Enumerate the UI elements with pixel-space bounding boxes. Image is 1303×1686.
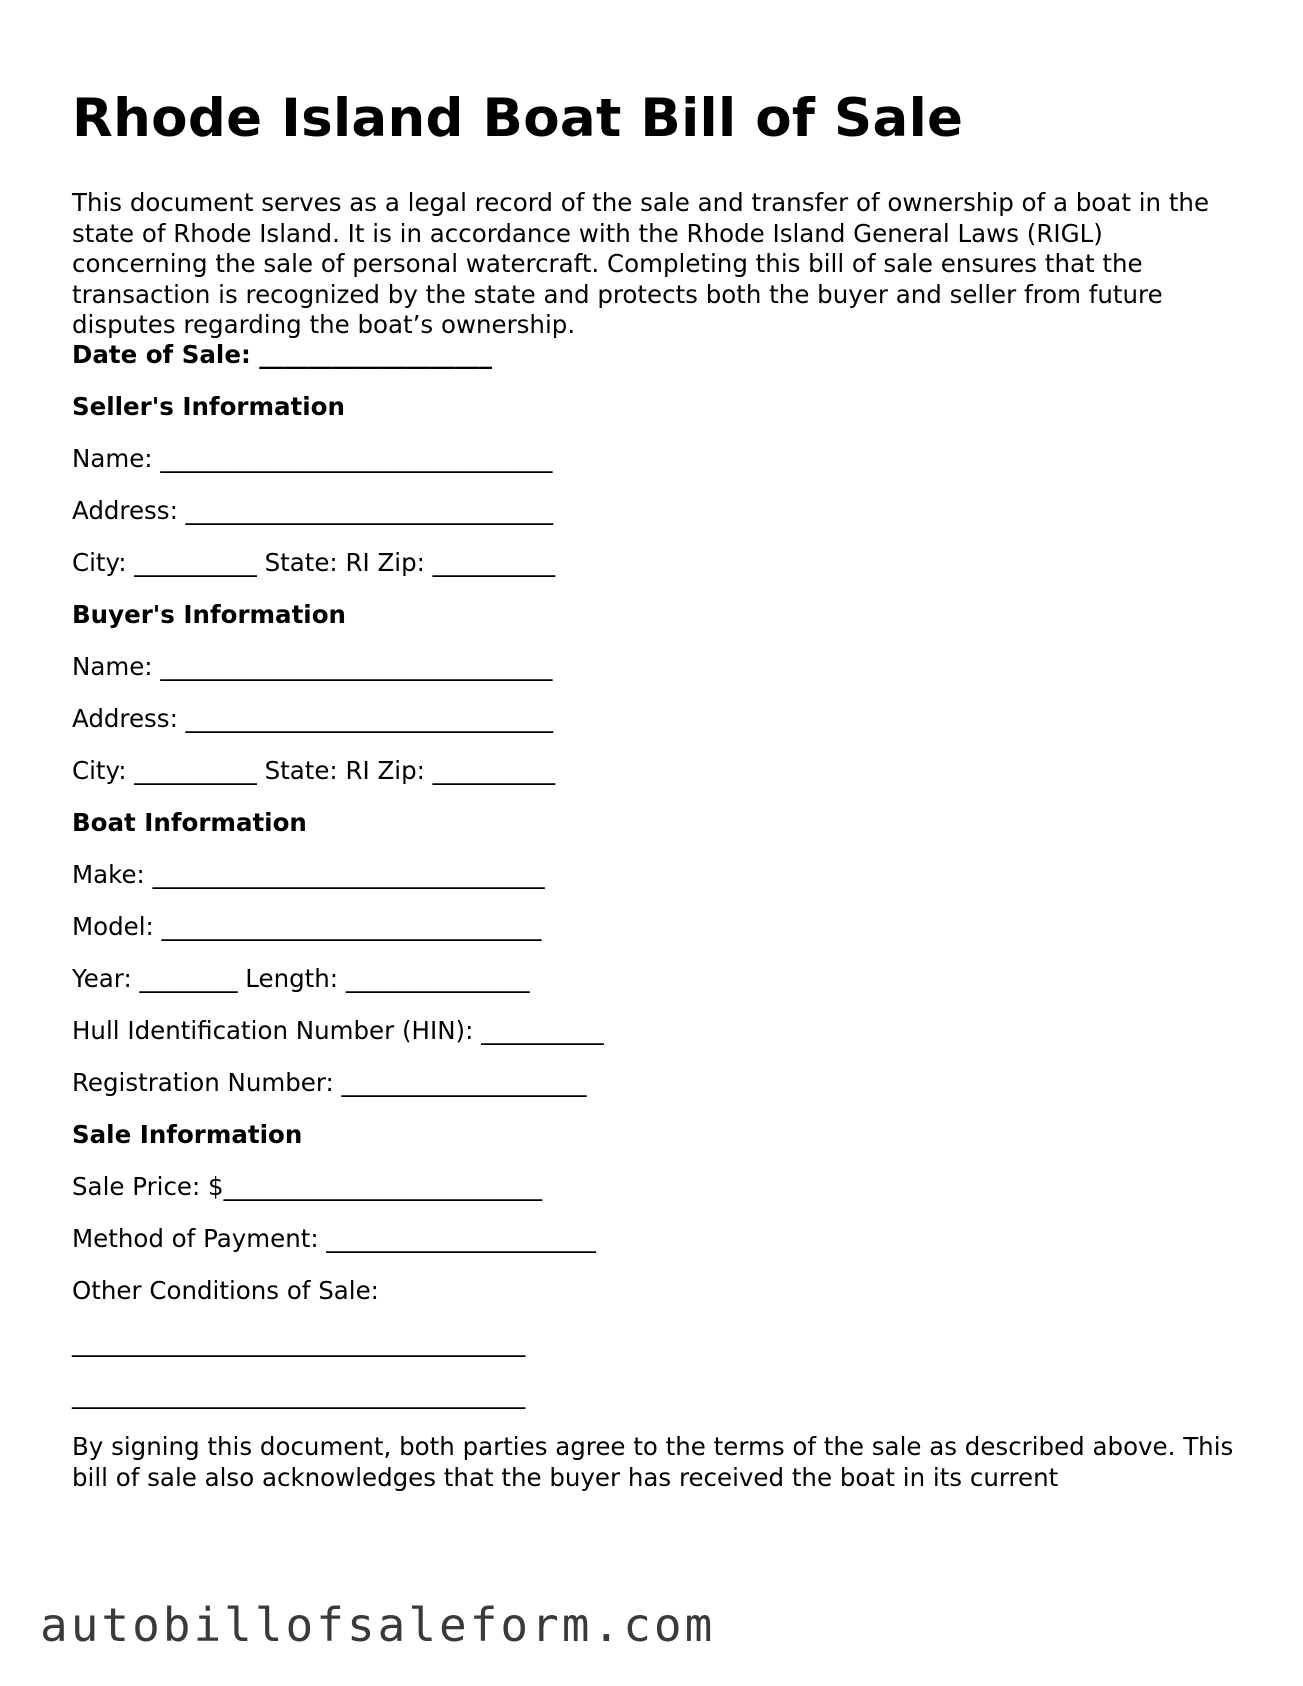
buyer-name-field: Name: ________________________________ — [72, 652, 553, 681]
boat-registration-field: Registration Number: ____________________ — [72, 1068, 587, 1097]
seller-name-field: Name: ________________________________ — [72, 444, 553, 473]
boat-model-field: Model: _______________________________ — [72, 912, 542, 941]
payment-method-field: Method of Payment: ______________________ — [72, 1224, 596, 1253]
seller-address-field: Address: ______________________________ — [72, 496, 554, 525]
seller-city-state-zip-field: City: __________ State: RI Zip: __________ — [72, 548, 556, 577]
other-conditions-line-2: _____________________________________ — [72, 1380, 526, 1409]
other-conditions-label: Other Conditions of Sale: — [72, 1276, 379, 1305]
buyer-address-field: Address: ______________________________ — [72, 704, 554, 733]
document-title: Rhode Island Boat Bill of Sale — [72, 88, 964, 149]
other-conditions-line-1: _____________________________________ — [72, 1328, 526, 1357]
buyer-city-state-zip-field: City: __________ State: RI Zip: __________ — [72, 756, 556, 785]
sale-price-field: Sale Price: $__________________________ — [72, 1172, 543, 1201]
intro-paragraph: This document serves as a legal record of the sale and transfer of ownership of a boat in the state of Rhode Island. It is in accordance with the Rhode Island General Laws (RIGL) concerning the sale of personal watercraft. Completing this bill of sale ensures that the transaction is recognized by the state and protects both the buyer and seller from future disputes regarding the boat’s ownership. — [72, 188, 1210, 339]
sale-heading: Sale Information — [72, 1120, 303, 1149]
boat-year-length-field: Year: ________ Length: _______________ — [72, 964, 530, 993]
date-of-sale-field: Date of Sale: ___________________ — [72, 340, 493, 369]
boat-hin-field: Hull Identification Number (HIN): __________ — [72, 1016, 604, 1045]
closing-paragraph: By signing this document, both parties agree to the terms of the sale as described above. This bill of sale also acknowledges that the buyer has received the boat in its current — [72, 1432, 1234, 1492]
buyer-heading: Buyer's Information — [72, 600, 346, 629]
boat-heading: Boat Information — [72, 808, 307, 837]
boat-make-field: Make: ________________________________ — [72, 860, 545, 889]
seller-heading: Seller's Information — [72, 392, 345, 421]
watermark: autobillofsaleform.com — [40, 1598, 716, 1652]
